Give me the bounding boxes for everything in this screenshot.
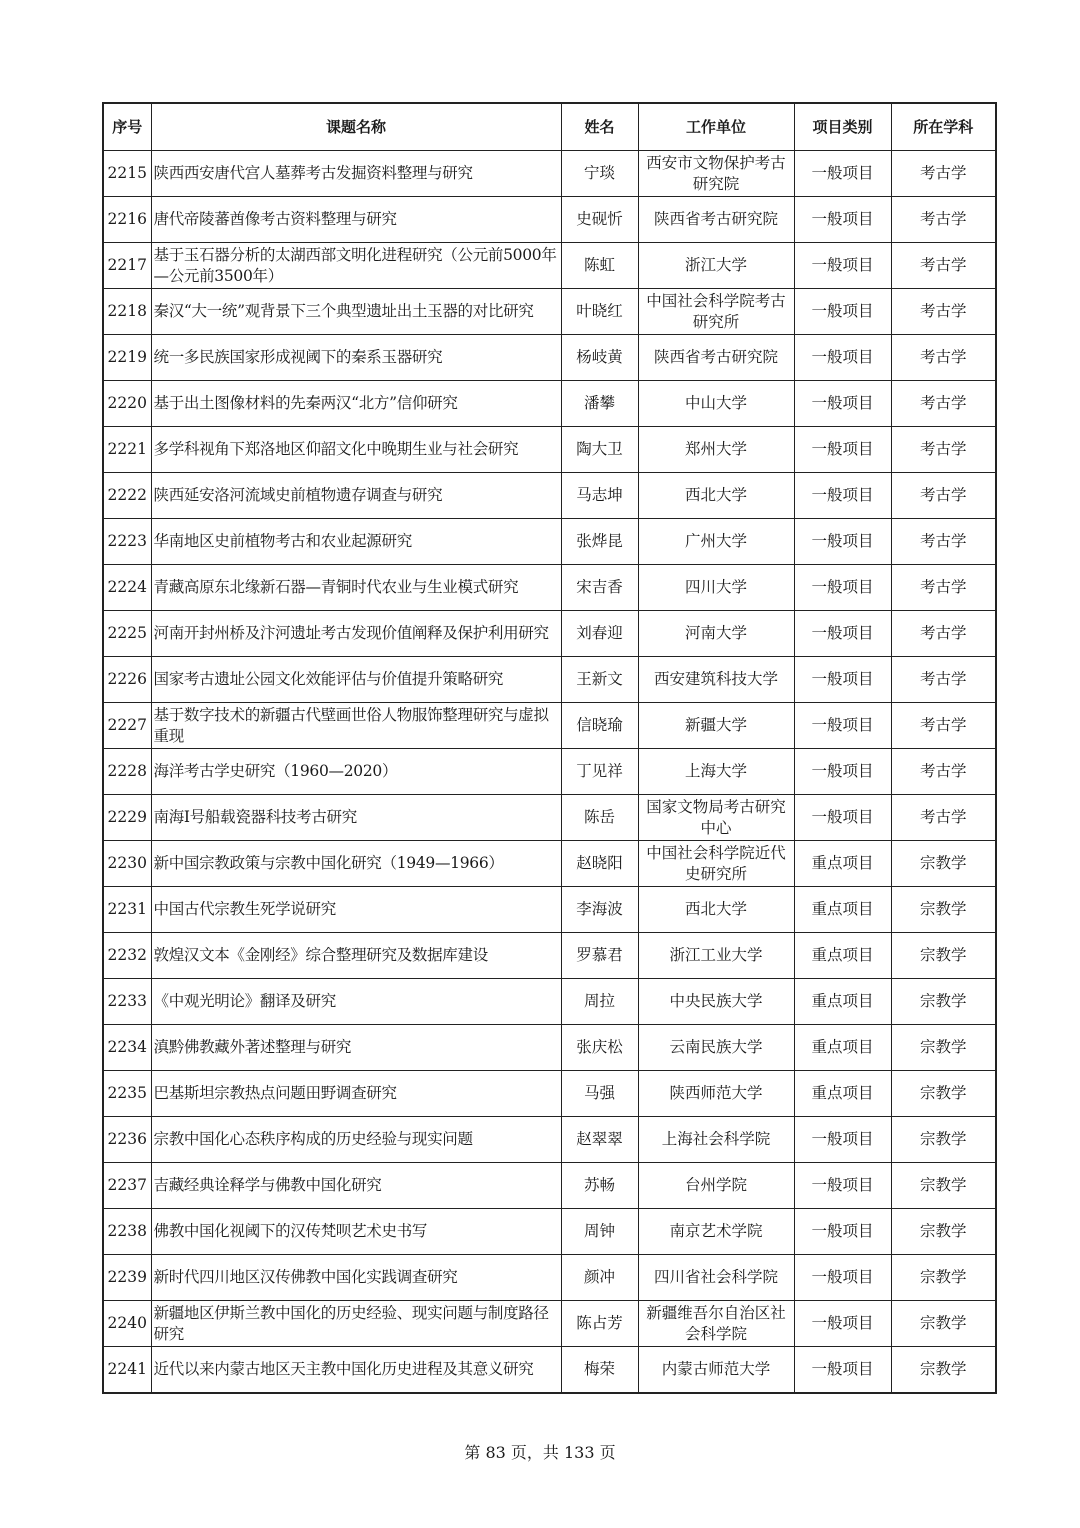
cell-seq: 2238	[103, 1209, 151, 1255]
cell-title: 南海I号船载瓷器科技考古研究	[151, 795, 561, 841]
cell-category: 一般项目	[794, 381, 891, 427]
cell-seq: 2241	[103, 1347, 151, 1394]
cell-category: 重点项目	[794, 979, 891, 1025]
cell-unit: 西安市文物保护考古研究院	[638, 151, 794, 197]
table-row	[103, 519, 996, 565]
cell-title: 宗教中国化心态秩序构成的历史经验与现实问题	[151, 1117, 561, 1163]
cell-unit: 陕西省考古研究院	[638, 197, 794, 243]
cell-name: 赵晓阳	[561, 841, 638, 887]
cell-seq: 2237	[103, 1163, 151, 1209]
cell-unit: 新疆维吾尔自治区社会科学院	[638, 1301, 794, 1347]
cell-seq: 2219	[103, 335, 151, 381]
cell-name: 王新文	[561, 657, 638, 703]
cell-name: 潘攀	[561, 381, 638, 427]
cell-category: 一般项目	[794, 1255, 891, 1301]
cell-category: 一般项目	[794, 657, 891, 703]
cell-unit: 河南大学	[638, 611, 794, 657]
cell-title: 青藏高原东北缘新石器—青铜时代农业与生业模式研究	[151, 565, 561, 611]
table-row	[103, 243, 996, 289]
cell-unit: 郑州大学	[638, 427, 794, 473]
cell-discipline: 宗教学	[891, 1301, 996, 1347]
cell-discipline: 考古学	[891, 243, 996, 289]
cell-seq: 2232	[103, 933, 151, 979]
cell-category: 一般项目	[794, 1163, 891, 1209]
cell-title: 陕西西安唐代宫人墓葬考古发掘资料整理与研究	[151, 151, 561, 197]
cell-discipline: 宗教学	[891, 1025, 996, 1071]
cell-seq: 2215	[103, 151, 151, 197]
cell-seq: 2231	[103, 887, 151, 933]
cell-discipline: 考古学	[891, 473, 996, 519]
header-unit: 工作单位	[638, 103, 794, 151]
cell-name: 罗慕君	[561, 933, 638, 979]
cell-category: 一般项目	[794, 565, 891, 611]
cell-discipline: 考古学	[891, 749, 996, 795]
cell-seq: 2224	[103, 565, 151, 611]
cell-category: 重点项目	[794, 1071, 891, 1117]
cell-category: 一般项目	[794, 1209, 891, 1255]
cell-unit: 中国社会科学院近代史研究所	[638, 841, 794, 887]
cell-discipline: 考古学	[891, 197, 996, 243]
cell-title: 海洋考古学史研究（1960—2020）	[151, 749, 561, 795]
cell-seq: 2222	[103, 473, 151, 519]
cell-category: 重点项目	[794, 841, 891, 887]
cell-seq: 2216	[103, 197, 151, 243]
cell-discipline: 考古学	[891, 657, 996, 703]
cell-name: 杨岐黄	[561, 335, 638, 381]
cell-discipline: 考古学	[891, 611, 996, 657]
table-row	[103, 1255, 996, 1301]
cell-title: 秦汉“大一统”观背景下三个典型遗址出土玉器的对比研究	[151, 289, 561, 335]
cell-category: 重点项目	[794, 1025, 891, 1071]
cell-category: 一般项目	[794, 519, 891, 565]
cell-category: 一般项目	[794, 1301, 891, 1347]
cell-name: 陈虹	[561, 243, 638, 289]
cell-seq: 2240	[103, 1301, 151, 1347]
cell-discipline: 考古学	[891, 519, 996, 565]
table-row	[103, 473, 996, 519]
cell-discipline: 宗教学	[891, 1209, 996, 1255]
cell-title: 滇黔佛教藏外著述整理与研究	[151, 1025, 561, 1071]
cell-seq: 2234	[103, 1025, 151, 1071]
cell-discipline: 考古学	[891, 381, 996, 427]
cell-category: 一般项目	[794, 289, 891, 335]
cell-discipline: 宗教学	[891, 841, 996, 887]
cell-discipline: 宗教学	[891, 1255, 996, 1301]
cell-name: 刘春迎	[561, 611, 638, 657]
cell-unit: 浙江大学	[638, 243, 794, 289]
cell-seq: 2233	[103, 979, 151, 1025]
table-row	[103, 335, 996, 381]
table-row	[103, 427, 996, 473]
cell-title: 巴基斯坦宗教热点问题田野调查研究	[151, 1071, 561, 1117]
cell-unit: 西安建筑科技大学	[638, 657, 794, 703]
table-row	[103, 1347, 996, 1394]
table-row	[103, 1209, 996, 1255]
cell-discipline: 宗教学	[891, 1071, 996, 1117]
cell-category: 一般项目	[794, 703, 891, 749]
cell-unit: 台州学院	[638, 1163, 794, 1209]
table-row	[103, 611, 996, 657]
cell-title: 新中国宗教政策与宗教中国化研究（1949—1966）	[151, 841, 561, 887]
table-row	[103, 381, 996, 427]
cell-unit: 中国社会科学院考古研究所	[638, 289, 794, 335]
cell-title: 河南开封州桥及汴河遗址考古发现价值阐释及保护利用研究	[151, 611, 561, 657]
cell-discipline: 考古学	[891, 795, 996, 841]
cell-name: 陈占芳	[561, 1301, 638, 1347]
table-body	[103, 151, 996, 1394]
cell-name: 赵翠翠	[561, 1117, 638, 1163]
cell-title: 新疆地区伊斯兰教中国化的历史经验、现实问题与制度路径研究	[151, 1301, 561, 1347]
cell-discipline: 考古学	[891, 289, 996, 335]
cell-seq: 2227	[103, 703, 151, 749]
cell-unit: 中山大学	[638, 381, 794, 427]
cell-unit: 内蒙古师范大学	[638, 1347, 794, 1394]
cell-name: 张庆松	[561, 1025, 638, 1071]
table-row	[103, 1117, 996, 1163]
header-category: 项目类别	[794, 103, 891, 151]
cell-category: 重点项目	[794, 933, 891, 979]
cell-seq: 2228	[103, 749, 151, 795]
cell-discipline: 宗教学	[891, 933, 996, 979]
cell-name: 李海波	[561, 887, 638, 933]
cell-unit: 西北大学	[638, 887, 794, 933]
cell-discipline: 宗教学	[891, 887, 996, 933]
cell-title: 陕西延安洛河流域史前植物遗存调查与研究	[151, 473, 561, 519]
cell-discipline: 宗教学	[891, 979, 996, 1025]
project-table	[102, 102, 997, 1394]
cell-discipline: 考古学	[891, 427, 996, 473]
cell-category: 一般项目	[794, 749, 891, 795]
table-row	[103, 197, 996, 243]
cell-seq: 2229	[103, 795, 151, 841]
cell-seq: 2217	[103, 243, 151, 289]
header-row	[103, 103, 996, 151]
cell-title: 基于数字技术的新疆古代壁画世俗人物服饰整理研究与虚拟重现	[151, 703, 561, 749]
cell-seq: 2220	[103, 381, 151, 427]
cell-seq: 2236	[103, 1117, 151, 1163]
table-row	[103, 795, 996, 841]
cell-unit: 陕西师范大学	[638, 1071, 794, 1117]
header-discipline: 所在学科	[891, 103, 996, 151]
cell-unit: 新疆大学	[638, 703, 794, 749]
table-row	[103, 933, 996, 979]
cell-name: 陶大卫	[561, 427, 638, 473]
header-seq: 序号	[103, 103, 151, 151]
cell-name: 周拉	[561, 979, 638, 1025]
table-row	[103, 1301, 996, 1347]
cell-discipline: 考古学	[891, 151, 996, 197]
cell-name: 颜冲	[561, 1255, 638, 1301]
cell-title: 《中观光明论》翻译及研究	[151, 979, 561, 1025]
cell-name: 史砚忻	[561, 197, 638, 243]
table-row	[103, 565, 996, 611]
cell-category: 一般项目	[794, 151, 891, 197]
cell-unit: 南京艺术学院	[638, 1209, 794, 1255]
cell-category: 一般项目	[794, 243, 891, 289]
cell-unit: 上海社会科学院	[638, 1117, 794, 1163]
cell-category: 一般项目	[794, 335, 891, 381]
table-row	[103, 979, 996, 1025]
table-row	[103, 841, 996, 887]
cell-seq: 2226	[103, 657, 151, 703]
table-row	[103, 151, 996, 197]
cell-category: 一般项目	[794, 1347, 891, 1394]
cell-title: 华南地区史前植物考古和农业起源研究	[151, 519, 561, 565]
cell-title: 新时代四川地区汉传佛教中国化实践调查研究	[151, 1255, 561, 1301]
cell-name: 周钟	[561, 1209, 638, 1255]
cell-title: 近代以来内蒙古地区天主教中国化历史进程及其意义研究	[151, 1347, 561, 1394]
cell-title: 基于出土图像材料的先秦两汉“北方”信仰研究	[151, 381, 561, 427]
cell-discipline: 考古学	[891, 703, 996, 749]
table-row	[103, 289, 996, 335]
cell-title: 基于玉石器分析的太湖西部文明化进程研究（公元前5000年—公元前3500年）	[151, 243, 561, 289]
cell-unit: 四川大学	[638, 565, 794, 611]
table-row	[103, 1025, 996, 1071]
cell-seq: 2221	[103, 427, 151, 473]
table-row	[103, 1071, 996, 1117]
cell-seq: 2225	[103, 611, 151, 657]
cell-category: 一般项目	[794, 1117, 891, 1163]
cell-discipline: 宗教学	[891, 1117, 996, 1163]
cell-name: 马强	[561, 1071, 638, 1117]
cell-title: 敦煌汉文本《金刚经》综合整理研究及数据库建设	[151, 933, 561, 979]
cell-category: 一般项目	[794, 473, 891, 519]
cell-name: 叶晓红	[561, 289, 638, 335]
cell-title: 唐代帝陵蕃酋像考古资料整理与研究	[151, 197, 561, 243]
cell-discipline: 考古学	[891, 565, 996, 611]
cell-seq: 2223	[103, 519, 151, 565]
table-row	[103, 703, 996, 749]
cell-name: 陈岳	[561, 795, 638, 841]
cell-unit: 上海大学	[638, 749, 794, 795]
cell-discipline: 宗教学	[891, 1163, 996, 1209]
cell-unit: 浙江工业大学	[638, 933, 794, 979]
cell-unit: 国家文物局考古研究中心	[638, 795, 794, 841]
table-row	[103, 749, 996, 795]
cell-category: 一般项目	[794, 611, 891, 657]
header-name: 姓名	[561, 103, 638, 151]
cell-name: 丁见祥	[561, 749, 638, 795]
table-row	[103, 657, 996, 703]
cell-name: 宋吉香	[561, 565, 638, 611]
cell-seq: 2235	[103, 1071, 151, 1117]
cell-title: 统一多民族国家形成视阈下的秦系玉器研究	[151, 335, 561, 381]
cell-title: 佛教中国化视阈下的汉传梵呗艺术史书写	[151, 1209, 561, 1255]
table-row	[103, 887, 996, 933]
cell-category: 一般项目	[794, 427, 891, 473]
cell-discipline: 考古学	[891, 335, 996, 381]
cell-name: 信晓瑜	[561, 703, 638, 749]
cell-title: 多学科视角下郑洛地区仰韶文化中晚期生业与社会研究	[151, 427, 561, 473]
cell-category: 一般项目	[794, 795, 891, 841]
cell-name: 宁琰	[561, 151, 638, 197]
cell-name: 苏畅	[561, 1163, 638, 1209]
cell-unit: 四川省社会科学院	[638, 1255, 794, 1301]
cell-category: 重点项目	[794, 887, 891, 933]
cell-name: 马志坤	[561, 473, 638, 519]
cell-unit: 西北大学	[638, 473, 794, 519]
table-row	[103, 1163, 996, 1209]
cell-title: 国家考古遗址公园文化效能评估与价值提升策略研究	[151, 657, 561, 703]
cell-category: 一般项目	[794, 197, 891, 243]
cell-discipline: 宗教学	[891, 1347, 996, 1394]
cell-name: 张烨昆	[561, 519, 638, 565]
cell-unit: 中央民族大学	[638, 979, 794, 1025]
cell-seq: 2218	[103, 289, 151, 335]
cell-title: 中国古代宗教生死学说研究	[151, 887, 561, 933]
cell-unit: 陕西省考古研究院	[638, 335, 794, 381]
cell-seq: 2239	[103, 1255, 151, 1301]
cell-unit: 广州大学	[638, 519, 794, 565]
cell-seq: 2230	[103, 841, 151, 887]
cell-name: 梅荣	[561, 1347, 638, 1394]
header-title: 课题名称	[151, 103, 561, 151]
page-footer: 第 83 页，共 133 页	[464, 1443, 616, 1462]
cell-unit: 云南民族大学	[638, 1025, 794, 1071]
cell-title: 吉藏经典诠释学与佛教中国化研究	[151, 1163, 561, 1209]
